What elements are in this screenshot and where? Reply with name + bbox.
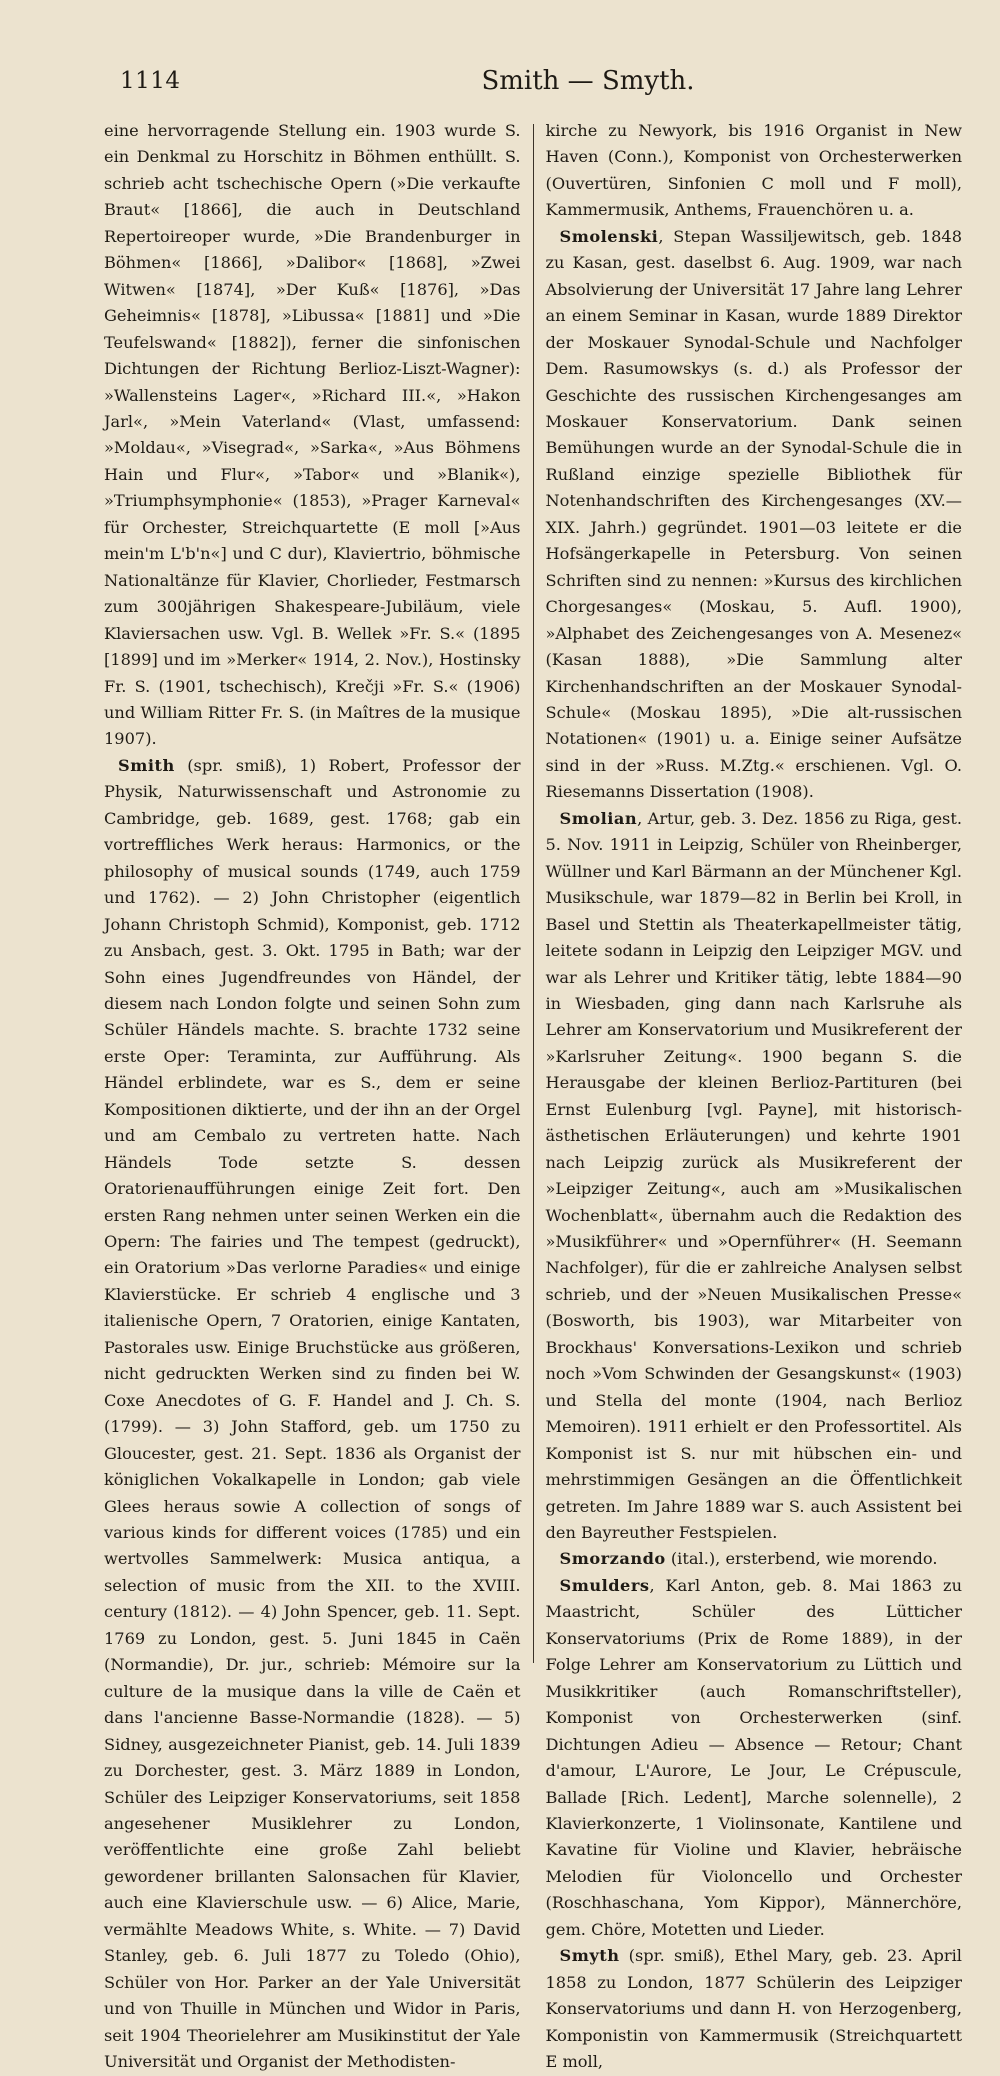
entry-lemma: Smolian	[559, 808, 638, 828]
text-columns	[104, 118, 962, 2072]
continued-entry-text: kirche zu Newyork, bis 1916 Organist in New Haven (Conn.), Komponist von Orchesterwerken (Ouvertüren, Sinfonien C moll und F moll), Kammermusik, Anthems, Frauenchören u. a.	[545, 121, 962, 220]
page-number: 1114	[120, 68, 181, 94]
entry-smith	[104, 753, 521, 2076]
running-head: Smith — Smyth.	[481, 66, 695, 96]
entry-lemma: Smyth	[559, 1946, 620, 1966]
left-column	[104, 118, 533, 2072]
entry-text: (ital.), ersterbend, wie morendo.	[665, 1549, 938, 1569]
entry-smyth	[546, 1943, 963, 2075]
entry-lemma: Smulders	[559, 1575, 650, 1595]
right-column	[534, 118, 963, 2072]
entry-lemma: Smolenski	[559, 226, 659, 246]
entry-text: , Stepan Wassiljewitsch, geb. 1848 zu Kasan, gest. daselbst 6. Aug. 1909, war nach Absolvierung der Universität 17 Jahre lang Lehrer an einem Seminar in Kasan, wurde 1889 Direktor der Moskauer Synodal-Schule und Nachfolger Dem. Rasumowskys (s. d.) als Professor der Geschichte des russischen Kirchengesanges am Moskauer Konservatorium. Dank seinen Bemühungen wurde an der Synodal-Schule die in Rußland einzige spezielle Bibliothek für Notenhandschriften des Kirchengesanges (XV.—XIX. Jahrh.) gegründet. 1901—03 leitete er die Hofsängerkapelle in Petersburg. Von seinen Schriften sind zu nennen: »Kursus des kirchlichen Chorgesanges« (Moskau, 5. Aufl. 1900), »Alphabet des Zeichengesanges von A. Mesenez« (Kasan 1888), »Die Sammlung alter Kirchenhandschriften an der Moskauer Synodal-Schule« (Moskau 1895), »Die alt-russischen Notationen« (1901) u. a. Einige seiner Aufsätze sind in der »Russ. M.Ztg.« erschienen. Vgl. O. Riesemanns Dissertation (1908).	[545, 226, 962, 802]
entry-text: , Karl Anton, geb. 8. Mai 1863 zu Maastricht, Schüler des Lütticher Konservatoriums (Prix de Rome 1889), in der Folge Lehrer am Konservatorium zu Lüttich und Musikkritiker (auch Romanschriftsteller), Komponist von Orchesterwerken (sinf. Dichtungen Adieu — Absence — Retour; Chant d'amour, L'Aurore, Le Jour, Le Crépuscule, Ballade [Rich. Ledent], Marche solennelle), 2 Klavierkonzerte, 1 Violinsonate, Kantilene und Kavatine für Violine und Klavier, hebräische Melodien für Violoncello und Orchester (Roschhaschana, Yom Kippor), Männerchöre, gem. Chöre, Motetten und Lieder.	[545, 1575, 962, 1939]
entry-text: , Artur, geb. 3. Dez. 1856 zu Riga, gest. 5. Nov. 1911 in Leipzig, Schüler von Rheinberger, Wüllner und Karl Bärmann an der Münchener Kgl. Musikschule, war 1879—82 in Berlin bei Kroll, in Basel und Stettin als Theaterkapellmeister tätig, leitete sodann in Leipzig den Leipziger MGV. und war als Lehrer und Kritiker tätig, lebte 1884—90 in Wiesbaden, ging dann nach Karlsruhe als Lehrer am Konservatorium und Musikreferent der »Karlsruher Zeitung«. 1900 begann S. die Herausgabe der kleinen Berlioz-Partituren (bei Ernst Eulenburg [vgl. Payne], mit historisch-ästhetischen Erläuterungen) und kehrte 1901 nach Leipzig zurück als Musikreferent der »Leipziger Zeitung«, auch am »Musikalischen Wochenblatt«, übernahm auch die Redaktion des »Musikführer« und »Opernführer« (H. Seemann Nachfolger), für die er zahlreiche Analysen selbst schrieb, und der »Neuen Musikalischen Presse« (Bosworth, bis 1903), war Mitarbeiter von Brockhaus' Konversations-Lexikon und schrieb noch »Vom Schwinden der Gesangskunst« (1903) und Stella del monte (1904, nach Berlioz Memoiren). 1911 erhielt er den Professortitel. Als Komponist ist S. nur mit hübschen ein- und mehrstimmigen Gesängen an die Öffentlichkeit getreten. Im Jahre 1889 war S. auch Assistent bei den Bayreuther Festspielen.	[545, 808, 962, 1543]
entry-smorzando	[546, 1546, 963, 1572]
entry-smolenski	[546, 224, 963, 806]
entry-text: (spr. smiß), 1) Robert, Professor der Physik, Naturwissenschaft und Astronomie zu Cambridge, geb. 1689, gest. 1768; gab ein vortreffliches Werk heraus: Harmonics, or the philosophy of musical sounds (1749, auch 1759 und 1762). — 2) John Christopher (eigentlich Johann Christoph Schmid), Komponist, geb. 1712 zu Ansbach, gest. 3. Okt. 1795 in Bath; war der Sohn eines Jugendfreundes von Händel, der diesem nach London folgte und seinen Sohn zum Schüler Händels machte. S. brachte 1732 seine erste Oper: Teraminta, zur Aufführung. Als Händel erblindete, war es S., dem er seine Kompositionen diktierte, und der ihn an der Orgel und am Cembalo zu vertreten hatte. Nach Händels Tode setzte S. dessen Oratorienaufführungen einige Zeit fort. Den ersten Rang nehmen unter seinen Werken ein die Opern: The fairies und The tempest (gedruckt), ein Oratorium »Das verlorne Paradies« und einige Klavierstücke. Er schrieb 4 englische und 3 italienische Opern, 7 Oratorien, einige Kantaten, Pastorales usw. Einige Bruchstücke aus größeren, nicht gedruckten Werken sind zu finden bei W. Coxe Anecdotes of G. F. Handel and J. Ch. S. (1799). — 3) John Stafford, geb. um 1750 zu Gloucester, gest. 21. Sept. 1836 als Organist der königlichen Vokalkapelle in London; gab viele Glees heraus sowie A collection of songs of various kinds for different voices (1785) und ein wertvolles Sammelwerk: Musica antiqua, a selection of music from the XII. to the XVIII. century (1812). — 4) John Spencer, geb. 11. Sept. 1769 zu London, gest. 5. Juni 1845 in Caën (Normandie), Dr. jur., schrieb: Mémoire sur la culture de la musique dans la ville de Caën et dans l'ancienne Basse-Normandie (1828). — 5) Sidney, ausgezeichneter Pianist, geb. 14. Juli 1839 zu Dorchester, gest. 3. März 1889 in London, Schüler des Leipziger Konservatoriums, seit 1858 angesehener Musiklehrer zu London, veröffentlichte eine große Zahl beliebt gewordener brillanten Salonsachen für Klavier, auch eine Klavierschule usw. — 6) Alice, Marie, vermählte Meadows White, s. White. — 7) David Stanley, geb. 6. Juli 1877 zu Toledo (Ohio), Schüler von Hor. Parker an der Yale Universität und von Thuille in München und Widor in Paris, seit 1904 Theorielehrer am Musikinstitut der Yale Universität und Organist der Methodisten-	[104, 755, 521, 2072]
page-header	[104, 64, 962, 104]
entry-text: (spr. smiß), Ethel Mary, geb. 23. April 1858 zu London, 1877 Schülerin des Leipziger Konservatoriums und dann H. von Herzogenberg, Komponistin von Kammermusik (Streichquartett E moll,	[545, 1946, 962, 2072]
entry-smolian	[546, 806, 963, 1547]
entry-lemma: Smith	[118, 755, 175, 775]
continued-entry-text: eine hervorragende Stellung ein. 1903 wurde S. ein Denkmal zu Horschitz in Böhmen enthüllt. S. schrieb acht tschechische Opern (»Die verkaufte Braut« [1866], die auch in Deutschland Repertoireoper wurde, »Die Brandenburger in Böhmen« [1866], »Dalibor« [1868], »Zwei Witwen« [1874], »Der Kuß« [1876], »Das Geheimnis« [1878], »Libussa« [1881] und »Die Teufelswand« [1882]), ferner die sinfonischen Dichtungen der Richtung Berlioz-Liszt-Wagner): »Wallensteins Lager«, »Richard III.«, »Hakon Jarl«, »Mein Vaterland« (Vlast, umfassend: »Moldau«, »Visegrad«, »Sarka«, »Aus Böhmens Hain und Flur«, »Tabor« und »Blanik«), »Triumphsymphonie« (1853), »Prager Karneval« für Orchester, Streichquartette (E moll [»Aus mein'm L'b'n«] und C dur), Klaviertrio, böhmische Nationaltänze für Klavier, Chorlieder, Festmarsch zum 300jährigen Shakespeare-Jubiläum, viele Klaviersachen usw. Vgl. B. Wellek »Fr. S.« (1895 [1899] und im »Merker« 1914, 2. Nov.), Hostinsky Fr. S. (1901, tschechisch), Krečji »Fr. S.« (1906) und William Ritter Fr. S. (in Maîtres de la musique 1907).	[104, 121, 521, 749]
entry-smulders	[546, 1573, 963, 1943]
entry-lemma: Smorzando	[559, 1549, 666, 1569]
